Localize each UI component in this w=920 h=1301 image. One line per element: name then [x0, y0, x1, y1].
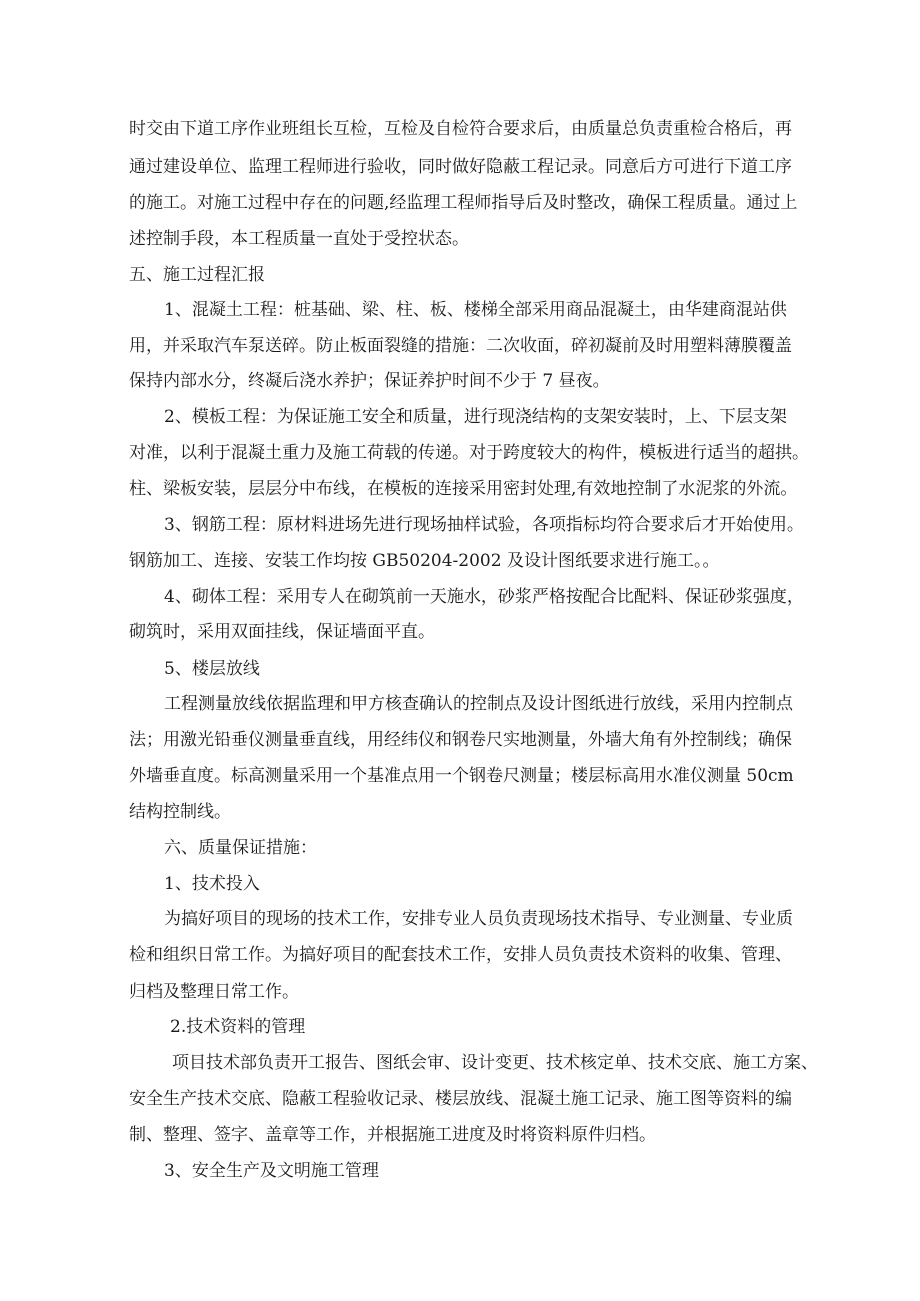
text-line: 用，并采取汽车泵送碎。防止板面裂缝的措施：二次收面，碎初凝前及时用塑料薄膜覆盖: [129, 336, 792, 356]
text-line: 外墙垂直度。标高测量采用一个基准点用一个钢卷尺测量；楼层标高用水准仪测量 50cm: [129, 766, 794, 786]
subsection-heading: 2.技术资料的管理: [170, 1017, 306, 1037]
text-line: 4、砌体工程：采用专人在砌筑前一天施水，砂浆严格按配合比配料、保证砂浆强度，: [164, 587, 804, 607]
text-line: 制、整理、签字、盖章等工作，并根据施工进度及时将资料原件归档。: [129, 1125, 656, 1145]
text-line: 钢筋加工、连接、安装工作均按 GB50204-2002 及设计图纸要求进行施工。。: [129, 551, 720, 571]
text-line: 1、混凝土工程：桩基础、梁、柱、板、楼梯全部采用商品混凝土，由华建商混站供: [164, 300, 787, 320]
text-line: 2、模板工程：为保证施工安全和质量，进行现浇结构的支架安装时，上、下层支架: [164, 407, 787, 427]
text-line: 的施工。对施工过程中存在的问题,经监理工程师指导后及时整改，确保工程质量。通过上: [129, 193, 798, 213]
text-line: 通过建设单位、监理工程师进行验收，同时做好隐蔽工程记录。同意后方可进行下道工序: [129, 157, 792, 177]
subsection-heading: 1、技术投入: [164, 874, 260, 894]
subsection-heading: 5、楼层放线: [164, 659, 260, 679]
text-line: 法；用激光铅垂仪测量垂直线，用经纬仪和钢卷尺实地测量，外墙大角有外控制线；确保: [129, 730, 792, 750]
text-line: 结构控制线。: [129, 802, 231, 822]
text-line: 项目技术部负责开工报告、图纸会审、设计变更、技术核定单、技术交底、施工方案、: [172, 1053, 818, 1073]
section-heading: 六、质量保证措施：: [164, 838, 317, 858]
text-line: 为搞好项目的现场的技术工作，安排专业人员负责现场技术指导、专业测量、专业质: [164, 909, 793, 929]
text-line: 述控制手段，本工程质量一直处于受控状态。: [129, 229, 469, 249]
section-heading: 五、施工过程汇报: [129, 265, 265, 285]
text-line: 3、钢筋工程：原材料进场先进行现场抽样试验，各项指标均符合要求后才开始使用。: [164, 515, 804, 535]
text-line: 检和组织日常工作。为搞好项目的配套技术工作，安排人员负责技术资料的收集、管理、: [129, 945, 792, 965]
text-line: 工程测量放线依据监理和甲方核查确认的控制点及设计图纸进行放线，采用内控制点: [164, 694, 793, 714]
text-line: 保持内部水分，终凝后浇水养护；保证养护时间不少于 7 昼夜。: [129, 371, 610, 391]
text-line: 时交由下道工序作业班组长互检，互检及自检符合要求后，由质量总负责重检合格后，再: [129, 119, 792, 139]
text-line: 对准，以利于混凝土重力及施工荷载的传递。对于跨度较大的构件，模板进行适当的超拱。: [129, 443, 809, 463]
text-line: 安全生产技术交底、隐蔽工程验收记录、楼层放线、混凝土施工记录、施工图等资料的编: [129, 1089, 792, 1109]
text-line: 砌筑时，采用双面挂线，保证墙面平直。: [129, 622, 435, 642]
text-line: 柱、梁板安装，层层分中布线，在模板的连接采用密封处理,有效地控制了水泥浆的外流。: [129, 479, 798, 499]
text-line: 归档及整理日常工作。: [129, 982, 299, 1002]
subsection-heading: 3、安全生产及文明施工管理: [164, 1161, 379, 1181]
